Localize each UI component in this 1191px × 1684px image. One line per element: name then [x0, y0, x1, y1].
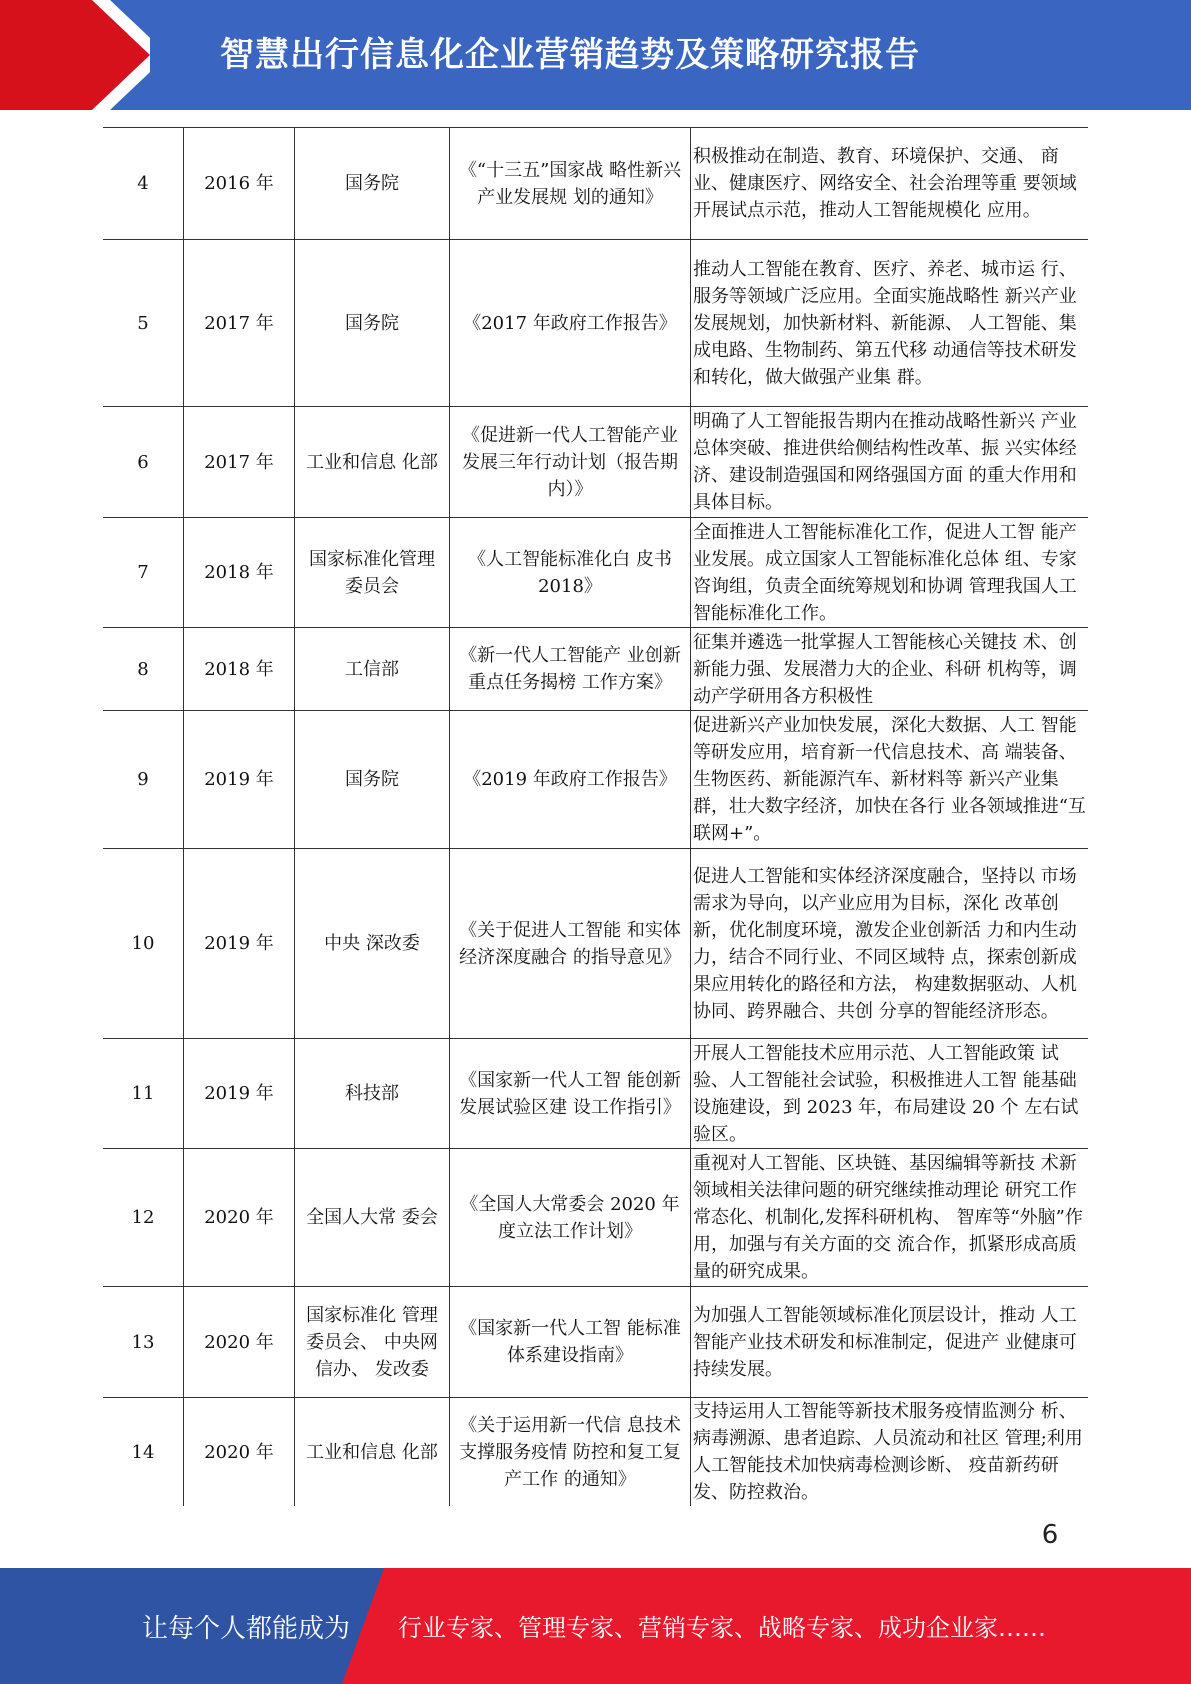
cell-content: 开展人工智能技术应用示范、人工智能政策 试验、人工智能社会试验，积极推进人工智 能基础设施建设，到 2023 年，布局建设 20 个 左右试验区。 [691, 1039, 1089, 1149]
cell-department: 工业和信息 化部 [295, 407, 450, 518]
cell-department: 国务院 [295, 240, 450, 407]
cell-department: 国务院 [295, 711, 450, 849]
table-row [103, 1149, 1088, 1287]
policy-table [103, 127, 1088, 1506]
cell-content: 促进人工智能和实体经济深度融合，坚持以 市场需求为导向，以产业应用为目标，深化 改革创新，优化制度环境，激发企业创新活 力和内生动力，结合不同行业、不同区域特 点，探索创新成果应用转化的路径和方法， 构建数据驱动、人机协同、跨界融合、共创 分享的智能经济形态。 [691, 849, 1089, 1039]
cell-document: 《2019 年政府工作报告》 [450, 711, 691, 849]
cell-year: 2018 年 [184, 628, 295, 711]
cell-document: 《国家新一代人工智 能创新发展试验区建 设工作指引》 [450, 1039, 691, 1149]
table-row [103, 407, 1088, 518]
cell-year: 2020 年 [184, 1149, 295, 1287]
cell-number: 11 [103, 1039, 184, 1149]
footer-slogan-right: 行业专家、管理专家、营销专家、战略专家、成功企业家…… [398, 1614, 1046, 1642]
cell-department: 国家标准化管理委员会 [295, 518, 450, 628]
cell-content: 支持运用人工智能等新技术服务疫情监测分 析、病毒溯源、患者追踪、人员流动和社区 管理;利用人工智能技术加快病毒检测诊断、 疫苗新药研发、防控救治。 [691, 1398, 1089, 1507]
cell-document: 《促进新一代人工智能产业发展三年行动计划（报告期内）》 [450, 407, 691, 518]
table-row [103, 1398, 1088, 1507]
cell-year: 2019 年 [184, 849, 295, 1039]
cell-number: 10 [103, 849, 184, 1039]
cell-content: 积极推动在制造、教育、环境保护、交通、 商业、健康医疗、网络安全、社会治理等重 要领域开展试点示范，推动人工智能规模化 应用。 [691, 128, 1089, 240]
cell-number: 6 [103, 407, 184, 518]
cell-content: 重视对人工智能、区块链、基因编辑等新技 术新领域相关法律问题的研究继续推动理论 研究工作常态化、机制化,发挥科研机构、 智库等“外脑”作用，加强与有关方面的交 流合作，抓紧形成高质量的研究成果。 [691, 1149, 1089, 1287]
cell-year: 2019 年 [184, 1039, 295, 1149]
cell-number: 13 [103, 1287, 184, 1398]
cell-year: 2017 年 [184, 407, 295, 518]
cell-content: 为加强人工智能领域标准化顶层设计，推动 人工智能产业技术研发和标准制定，促进产 业健康可持续发展。 [691, 1287, 1089, 1398]
cell-document: 《关于促进人工智能 和实体经济深度融合 的指导意见》 [450, 849, 691, 1039]
cell-content: 明确了人工智能报告期内在推动战略性新兴 产业总体突破、推进供给侧结构性改革、振 兴实体经济、建设制造强国和网络强国方面 的重大作用和具体目标。 [691, 407, 1089, 518]
cell-department: 中央 深改委 [295, 849, 450, 1039]
cell-content: 推动人工智能在教育、医疗、养老、城市运 行、服务等领域广泛应用。全面实施战略性 新兴产业发展规划，加快新材料、新能源、 人工智能、集成电路、生物制药、第五代移 动通信等技术研发和转化，做大做强产业集 群。 [691, 240, 1089, 407]
cell-document: 《“十三五”国家战 略性新兴产业发展规 划的通知》 [450, 128, 691, 240]
cell-number: 4 [103, 128, 184, 240]
table-row [103, 849, 1088, 1039]
table-row [103, 240, 1088, 407]
cell-department: 国家标准化 管理委员会、 中央网信办、 发改委 [295, 1287, 450, 1398]
cell-document: 《关于运用新一代信 息技术支撑服务疫情 防控和复工复产工作 的通知》 [450, 1398, 691, 1507]
cell-content: 促进新兴产业加快发展，深化大数据、人工 智能等研发应用，培育新一代信息技术、高 端装备、生物医药、新能源汽车、新材料等 新兴产业集群，壮大数字经济，加快在各行 业各领域推进“互联网+”。 [691, 711, 1089, 849]
cell-year: 2016 年 [184, 128, 295, 240]
cell-document: 《全国人大常委会 2020 年度立法工作计划》 [450, 1149, 691, 1287]
cell-number: 8 [103, 628, 184, 711]
cell-document: 《2017 年政府工作报告》 [450, 240, 691, 407]
header-banner [0, 0, 1191, 110]
cell-number: 12 [103, 1149, 184, 1287]
cell-number: 7 [103, 518, 184, 628]
cell-number: 14 [103, 1398, 184, 1507]
cell-department: 工信部 [295, 628, 450, 711]
cell-document: 《新一代人工智能产 业创新重点任务揭榜 工作方案》 [450, 628, 691, 711]
cell-year: 2018 年 [184, 518, 295, 628]
footer-slogan-left: 让每个人都能成为 [142, 1614, 351, 1644]
cell-department: 国务院 [295, 128, 450, 240]
page-title: 智慧出行信息化企业营销趋势及策略研究报告 [220, 35, 920, 75]
table-row [103, 518, 1088, 628]
cell-department: 科技部 [295, 1039, 450, 1149]
cell-document: 《国家新一代人工智 能标准体系建设指南》 [450, 1287, 691, 1398]
table-row [103, 1287, 1088, 1398]
cell-document: 《人工智能标准化白 皮书 2018》 [450, 518, 691, 628]
page-number: 6 [1041, 1520, 1059, 1550]
cell-year: 2017 年 [184, 240, 295, 407]
cell-year: 2020 年 [184, 1398, 295, 1507]
cell-number: 9 [103, 711, 184, 849]
policy-table-container [103, 127, 1088, 1506]
table-row [103, 628, 1088, 711]
cell-year: 2020 年 [184, 1287, 295, 1398]
cell-department: 全国人大常 委会 [295, 1149, 450, 1287]
cell-number: 5 [103, 240, 184, 407]
footer-banner [0, 1568, 1191, 1684]
cell-content: 全面推进人工智能标准化工作，促进人工智 能产业发展。成立国家人工智能标准化总体 组、专家咨询组，负责全面统筹规划和协调 管理我国人工智能标准化工作。 [691, 518, 1089, 628]
cell-content: 征集并遴选一批掌握人工智能核心关键技 术、创新能力强、发展潜力大的企业、科研 机构等，调动产学研用各方积极性 [691, 628, 1089, 711]
table-row [103, 1039, 1088, 1149]
cell-year: 2019 年 [184, 711, 295, 849]
red-chevron-shape [0, 0, 150, 110]
cell-department: 工业和信息 化部 [295, 1398, 450, 1507]
table-row [103, 711, 1088, 849]
table-row [103, 128, 1088, 240]
